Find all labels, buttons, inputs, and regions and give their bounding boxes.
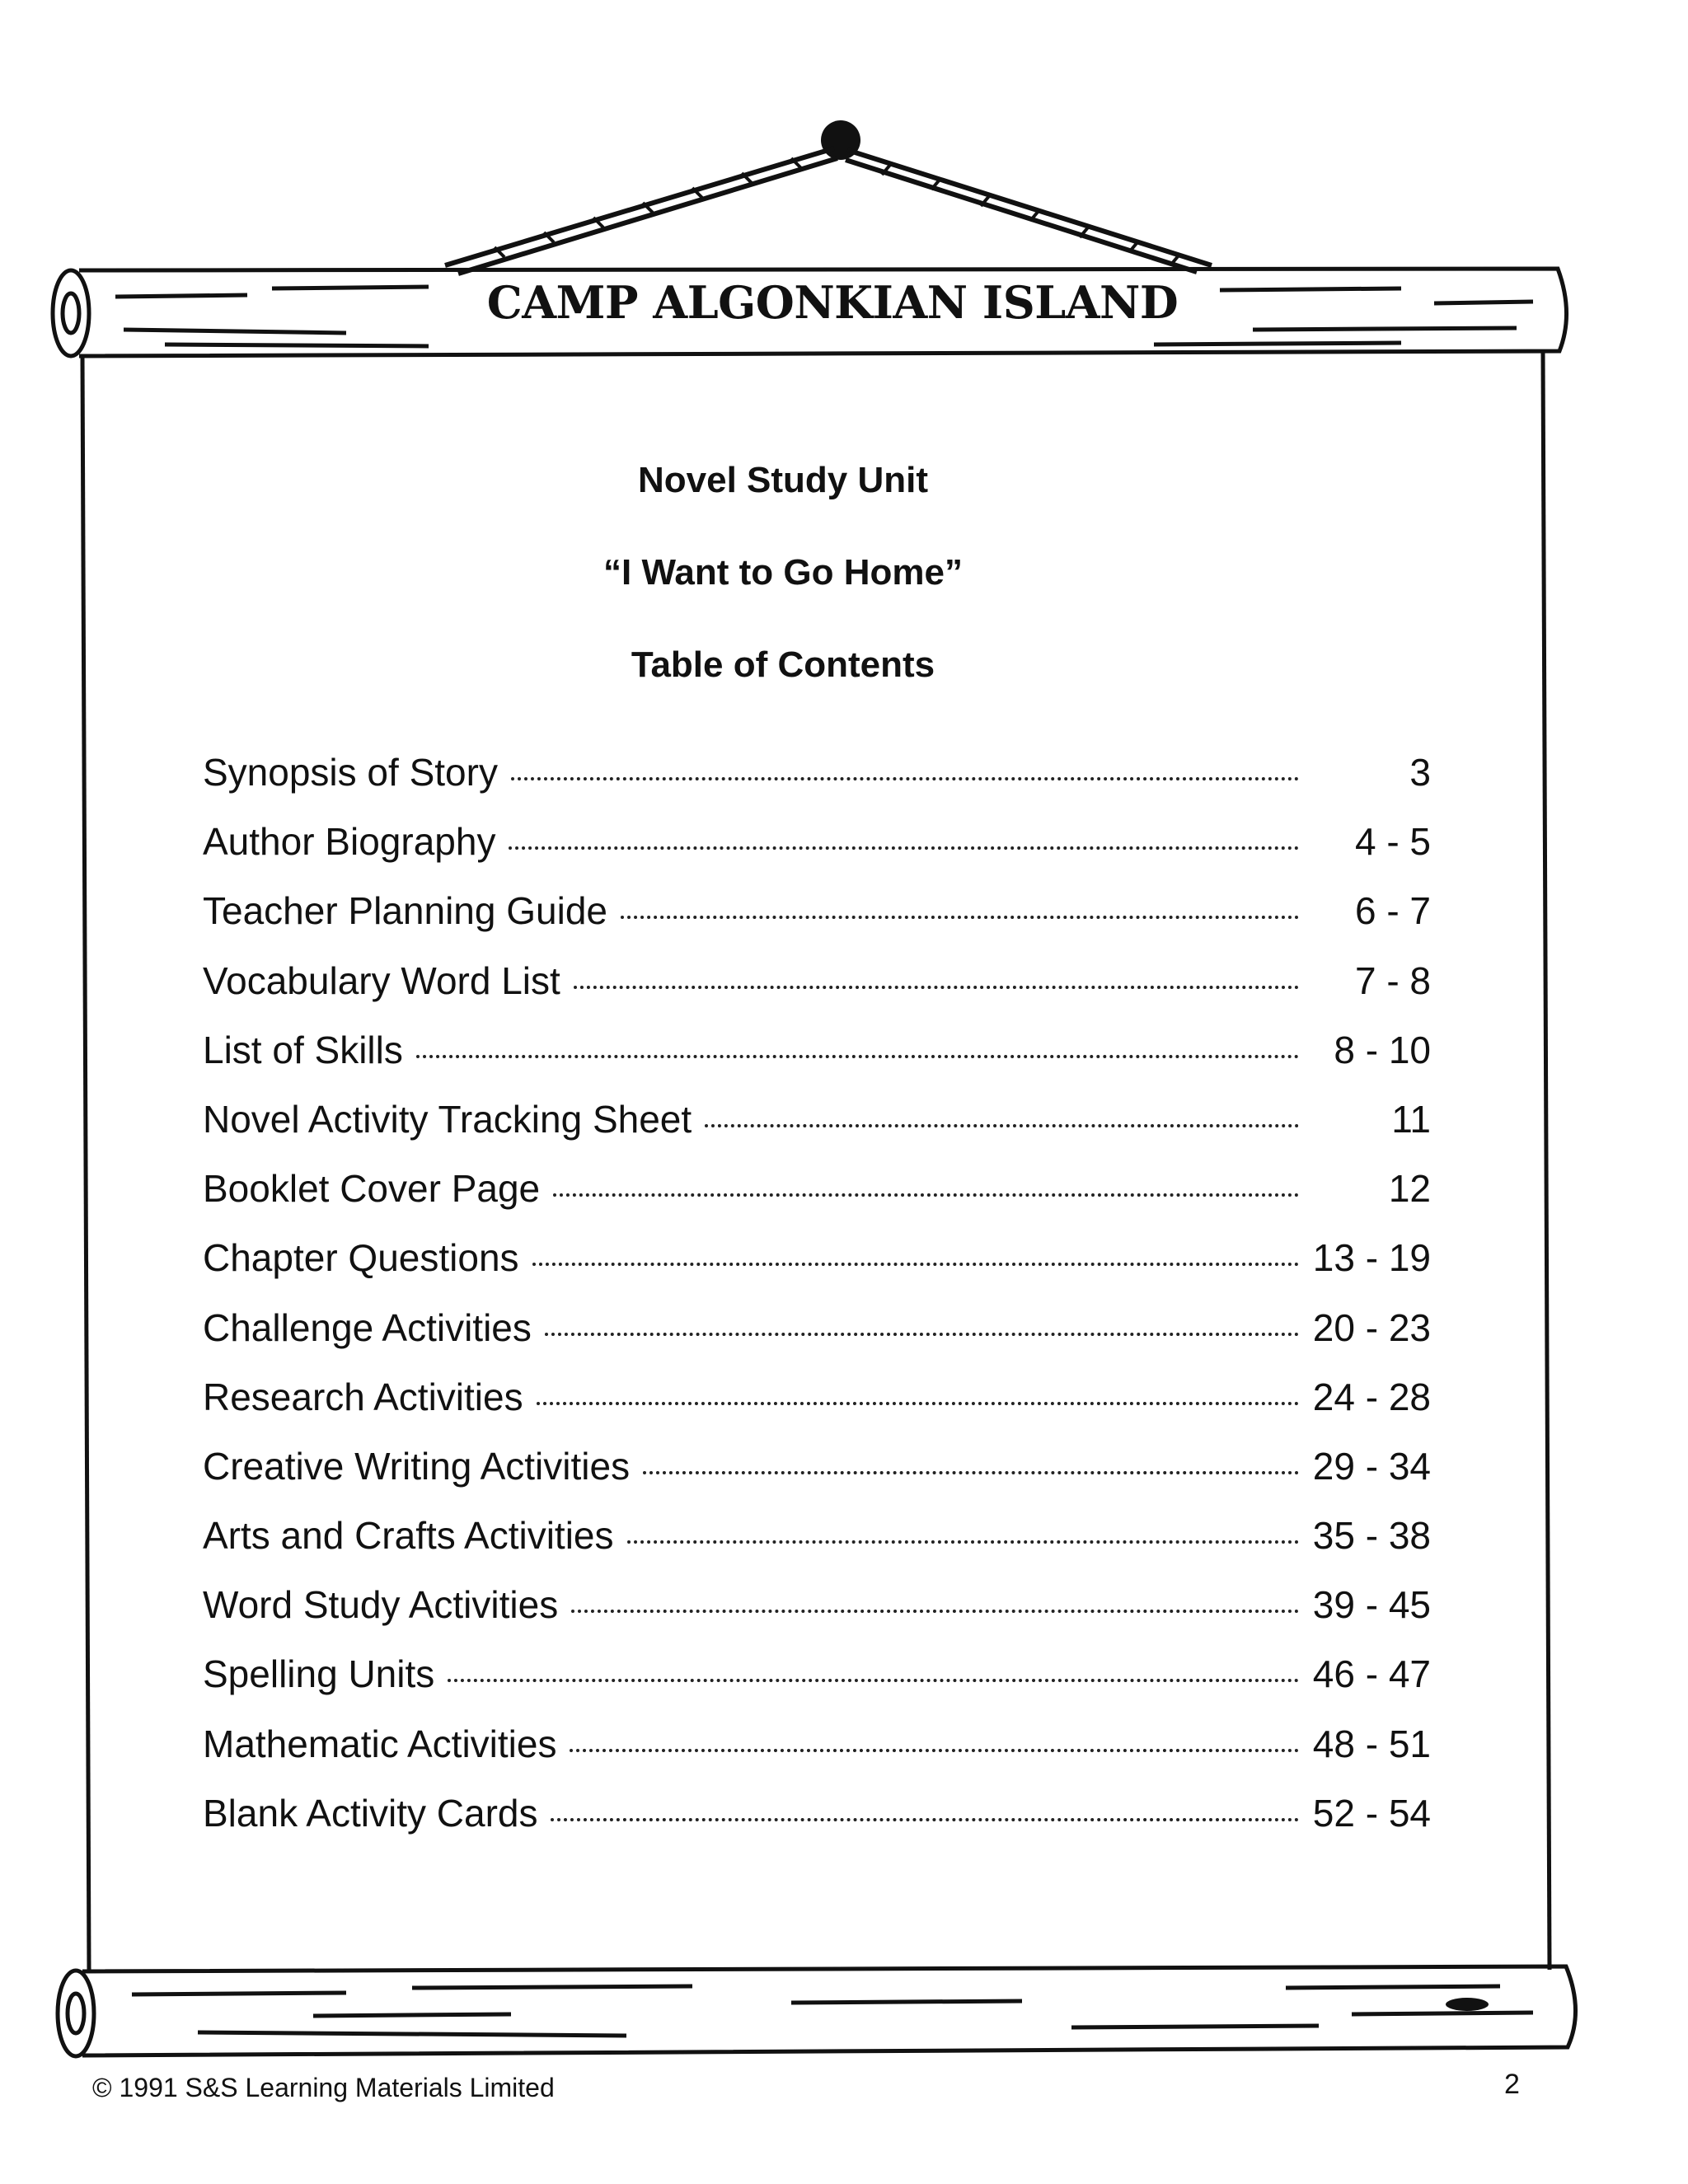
toc-leader-dots [511,777,1299,780]
toc-entry-label: Creative Writing Activities [203,1444,631,1488]
toc-entry [203,958,1431,1028]
toc-leader-dots [509,846,1299,850]
toc-leader-dots [545,1333,1299,1336]
toc-leader-dots [570,1749,1299,1752]
toc-entry-pages: 12 [1388,1167,1431,1211]
toc-entry-pages: 48 - 51 [1312,1722,1431,1765]
toc-leader-dots [551,1818,1299,1821]
toc-entry [203,1582,1431,1652]
toc-entry-pages: 46 - 47 [1312,1652,1431,1696]
toc-leader-dots [621,916,1299,919]
toc-entry-pages: 24 - 28 [1312,1375,1431,1418]
toc-leader-dots [532,1263,1299,1266]
novel-title: “I Want to Go Home” [603,552,963,593]
unit-heading: Novel Study Unit [637,460,929,500]
toc-leader-dots [574,986,1299,989]
toc-entry-label: Booklet Cover Page [203,1167,541,1211]
toc-leader-dots [643,1471,1299,1474]
rope-icon [445,148,1212,274]
toc-entry-label: Teacher Planning Guide [203,889,607,933]
toc-leader-dots [416,1055,1299,1058]
toc-entry-pages: 13 - 19 [1312,1236,1431,1280]
toc-entry-label: Synopsis of Story [203,751,498,794]
toc-leader-dots [571,1610,1299,1613]
toc-leader-dots [553,1193,1299,1197]
toc-entry-pages: 52 - 54 [1312,1791,1431,1835]
toc-entry [203,1375,1431,1444]
toc-entry [203,1722,1431,1791]
scroll-left-edge [82,356,89,1970]
toc-entry-label: Chapter Questions [203,1236,519,1280]
toc-entry-label: Vocabulary Word List [203,958,560,1002]
table-of-contents [203,750,1431,1860]
toc-entry [203,888,1431,958]
toc-entry-pages: 11 [1391,1097,1431,1141]
toc-leader-dots [627,1540,1300,1544]
toc-entry-label: Novel Activity Tracking Sheet [203,1097,692,1141]
rope-twist [495,158,1179,265]
toc-entry-label: Mathematic Activities [203,1722,557,1765]
toc-entry-label: Arts and Crafts Activities [203,1514,614,1558]
toc-entry [203,1097,1431,1166]
toc-entry-pages: 4 - 5 [1354,820,1431,864]
toc-entry-pages: 6 - 7 [1354,889,1431,933]
toc-entry-pages: 39 - 45 [1312,1583,1431,1627]
copyright-notice: © 1991 S&S Learning Materials Limited [92,2073,555,2102]
toc-entry-pages: 20 - 23 [1312,1305,1431,1349]
toc-entry-pages: 7 - 8 [1354,958,1431,1002]
toc-entry-pages: 3 [1409,751,1431,794]
toc-heading: Table of Contents [631,644,935,685]
toc-entry [203,1305,1431,1375]
toc-leader-dots [705,1124,1299,1127]
toc-entry-pages: 8 - 10 [1334,1028,1431,1071]
toc-entry [203,1444,1431,1513]
toc-entry-pages: 35 - 38 [1312,1514,1431,1558]
toc-entry [203,1235,1431,1305]
scroll-right-edge [1543,353,1550,1970]
toc-leader-dots [537,1402,1299,1405]
toc-entry-pages: 29 - 34 [1312,1444,1431,1488]
toc-entry [203,1028,1431,1097]
toc-leader-dots [448,1679,1299,1682]
toc-entry [203,1652,1431,1721]
toc-entry-label: Blank Activity Cards [203,1791,538,1835]
page-number: 2 [1504,2069,1520,2100]
toc-entry-label: Word Study Activities [203,1583,559,1627]
bottom-log-icon [58,1966,1576,2056]
toc-entry [203,819,1431,888]
toc-entry [203,1513,1431,1582]
toc-entry [203,1166,1431,1235]
toc-entry-label: Research Activities [203,1375,523,1418]
toc-entry-label: List of Skills [203,1028,403,1071]
knot-icon [1446,1998,1489,2011]
toc-entry-label: Challenge Activities [203,1305,532,1349]
banner-title: CAMP ALGONKIAN ISLAND [486,276,1179,329]
toc-entry [203,750,1431,819]
toc-entry-label: Spelling Units [203,1652,435,1696]
toc-entry [203,1791,1431,1860]
toc-entry-label: Author Biography [203,820,496,864]
